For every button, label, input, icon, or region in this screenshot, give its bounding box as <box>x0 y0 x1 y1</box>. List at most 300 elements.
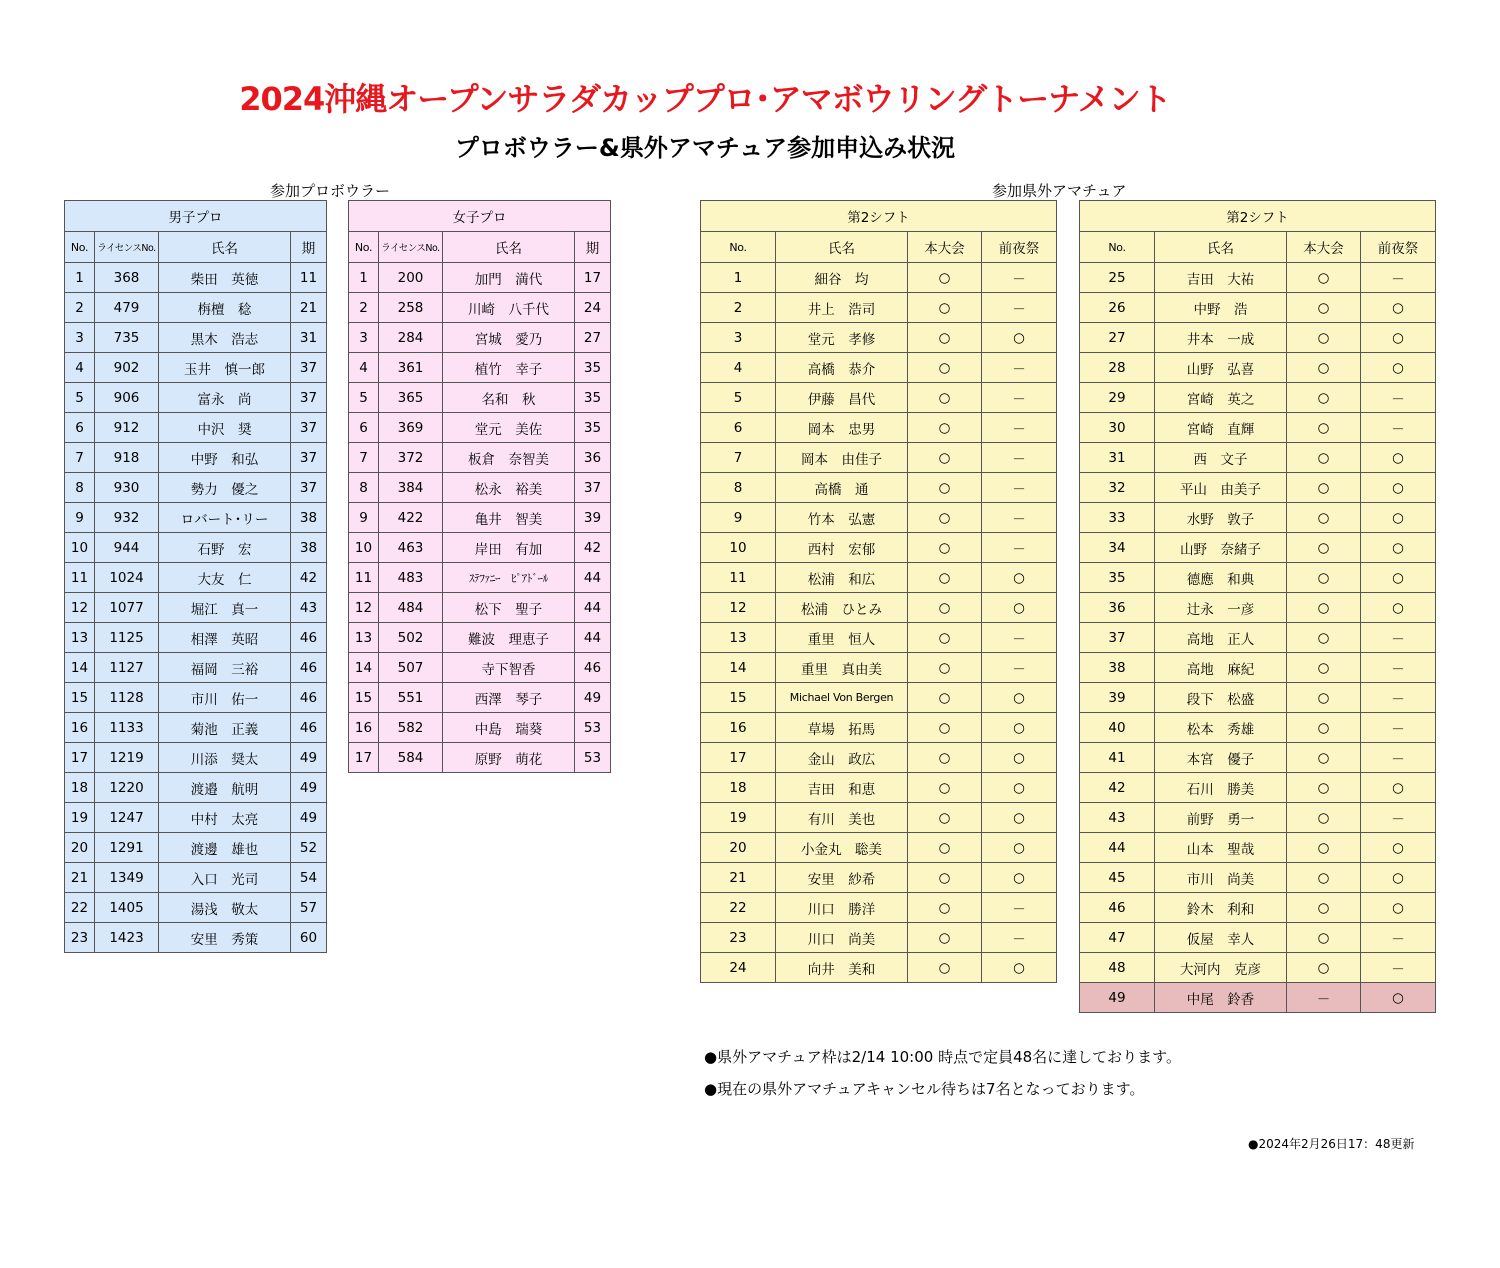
table-cell: 7 <box>701 443 776 473</box>
table-row <box>349 263 611 293</box>
table-row <box>1080 353 1436 383</box>
table-row <box>349 563 611 593</box>
table-cell: 14 <box>349 653 379 683</box>
table-cell: 中島 瑞葵 <box>443 713 575 743</box>
table-cell: 43 <box>1080 803 1155 833</box>
table-cell: 551 <box>379 683 443 713</box>
note-waitlist: ●現在の県外アマチュアキャンセル待ちは7名となっております。 <box>704 1080 1145 1098</box>
table-cell: 49 <box>1080 983 1155 1013</box>
table-cell: 中野 和弘 <box>159 443 291 473</box>
table-cell: ○ <box>1287 713 1361 743</box>
page-subtitle: プロボウラー&県外アマチュア参加申込み状況 <box>454 134 956 162</box>
table-cell: 黒木 浩志 <box>159 323 291 353</box>
table-cell: 16 <box>65 713 95 743</box>
table-cell: 463 <box>379 533 443 563</box>
table-cell: 石川 勝美 <box>1155 773 1287 803</box>
table-cell: 1127 <box>95 653 159 683</box>
table-cell: 13 <box>701 623 776 653</box>
table-cell: 安里 秀策 <box>159 923 291 953</box>
table-cell: 2 <box>349 293 379 323</box>
table-row <box>349 323 611 353</box>
table-cell: 市川 尚美 <box>1155 863 1287 893</box>
table-row <box>349 353 611 383</box>
table-cell: 1405 <box>95 893 159 923</box>
table-cell: 5 <box>65 383 95 413</box>
table-cell: － <box>982 353 1057 383</box>
table-cell: 918 <box>95 443 159 473</box>
table-cell: 20 <box>65 833 95 863</box>
table-cell: ○ <box>908 593 982 623</box>
amateur-table-left <box>700 200 1057 983</box>
table-row <box>701 533 1057 563</box>
table-row <box>701 623 1057 653</box>
table-cell: 吉田 和恵 <box>776 773 908 803</box>
table-cell: 53 <box>575 713 611 743</box>
table-cell: ○ <box>1361 863 1436 893</box>
table-cell: 26 <box>1080 293 1155 323</box>
women-pro-table <box>348 200 611 773</box>
table-cell: 柴田 英徳 <box>159 263 291 293</box>
table-cell: 21 <box>65 863 95 893</box>
table-cell: 422 <box>379 503 443 533</box>
table-cell: ○ <box>1287 593 1361 623</box>
table-row <box>701 893 1057 923</box>
table-cell: 37 <box>1080 623 1155 653</box>
table-cell: Michael Von Bergen <box>776 683 908 713</box>
table-cell: ○ <box>1287 803 1361 833</box>
table-cell: 28 <box>1080 353 1155 383</box>
table-cell: 伊藤 昌代 <box>776 383 908 413</box>
table-cell: 金山 政広 <box>776 743 908 773</box>
table-cell: 582 <box>379 713 443 743</box>
table-row <box>701 383 1057 413</box>
table-cell: 483 <box>379 563 443 593</box>
table-cell: ○ <box>1361 293 1436 323</box>
table-cell: 25 <box>1080 263 1155 293</box>
table-cell: 植竹 幸子 <box>443 353 575 383</box>
table-cell: ○ <box>982 953 1057 983</box>
table-row <box>65 773 327 803</box>
table-cell: ○ <box>1287 503 1361 533</box>
table-cell: 福岡 三裕 <box>159 653 291 683</box>
table-cell: － <box>1361 623 1436 653</box>
table-cell: 42 <box>1080 773 1155 803</box>
table-cell: 高橋 通 <box>776 473 908 503</box>
table-cell: － <box>1361 653 1436 683</box>
table-cell: ○ <box>908 413 982 443</box>
table-cell: － <box>1287 983 1361 1013</box>
table-cell: 岡本 由佳子 <box>776 443 908 473</box>
table-cell: 37 <box>575 473 611 503</box>
table-cell: 8 <box>65 473 95 503</box>
table-cell: 中村 太亮 <box>159 803 291 833</box>
table-cell: 宮城 愛乃 <box>443 323 575 353</box>
table-cell: 高地 麻紀 <box>1155 653 1287 683</box>
women-pro-caption: 女子プロ <box>349 201 611 232</box>
table-cell: 18 <box>701 773 776 803</box>
table-cell: 1 <box>701 263 776 293</box>
table-cell: 岸田 有加 <box>443 533 575 563</box>
table-cell: 27 <box>1080 323 1155 353</box>
table-cell: ○ <box>1287 683 1361 713</box>
table-cell: 15 <box>701 683 776 713</box>
amateur-table-right <box>1079 200 1436 1013</box>
table-cell: － <box>982 383 1057 413</box>
table-cell: 川口 勝洋 <box>776 893 908 923</box>
table-cell: 3 <box>65 323 95 353</box>
table-cell: － <box>1361 953 1436 983</box>
table-cell: 35 <box>575 383 611 413</box>
table-cell: 山野 弘喜 <box>1155 353 1287 383</box>
table-cell: ○ <box>1361 893 1436 923</box>
table-row <box>701 413 1057 443</box>
table-cell: 42 <box>291 563 327 593</box>
table-cell: 德應 和典 <box>1155 563 1287 593</box>
table-cell: 46 <box>291 683 327 713</box>
table-row <box>1080 443 1436 473</box>
table-cell: 松浦 ひとみ <box>776 593 908 623</box>
table-cell: 944 <box>95 533 159 563</box>
table-cell: 亀井 智美 <box>443 503 575 533</box>
table-cell: 54 <box>291 863 327 893</box>
table-row <box>349 473 611 503</box>
table-cell: 湯浅 敬太 <box>159 893 291 923</box>
table-cell: 1291 <box>95 833 159 863</box>
table-cell: 2 <box>65 293 95 323</box>
col-name: 氏名 <box>443 232 575 263</box>
col-main-event: 本大会 <box>908 232 982 263</box>
table-cell: 44 <box>575 593 611 623</box>
table-cell: 西村 宏郁 <box>776 533 908 563</box>
table-row <box>1080 563 1436 593</box>
table-cell: 3 <box>349 323 379 353</box>
table-cell: 44 <box>575 563 611 593</box>
table-cell: ○ <box>1287 383 1361 413</box>
table-cell: － <box>1361 263 1436 293</box>
col-eve-party: 前夜祭 <box>1361 232 1436 263</box>
table-row <box>701 323 1057 353</box>
table-cell: 18 <box>65 773 95 803</box>
table-cell: 368 <box>95 263 159 293</box>
table-row <box>1080 263 1436 293</box>
table-cell: ○ <box>1361 473 1436 503</box>
table-cell: 17 <box>65 743 95 773</box>
table-cell: 4 <box>349 353 379 383</box>
table-cell: 川口 尚美 <box>776 923 908 953</box>
table-row <box>1080 923 1436 953</box>
table-row <box>701 833 1057 863</box>
table-cell: 43 <box>291 593 327 623</box>
table-cell: 市川 佑一 <box>159 683 291 713</box>
table-cell: 堂元 美佐 <box>443 413 575 443</box>
table-cell: ○ <box>1287 893 1361 923</box>
table-row <box>349 683 611 713</box>
table-cell: ○ <box>1361 323 1436 353</box>
updated-timestamp: ●2024年2月26日17：48更新 <box>1248 1137 1415 1151</box>
table-cell: 365 <box>379 383 443 413</box>
table-row <box>349 293 611 323</box>
note-capacity: ●県外アマチュア枠は2/14 10:00 時点で定員48名に達しております。 <box>704 1048 1181 1066</box>
table-cell: 井本 一成 <box>1155 323 1287 353</box>
table-cell: ○ <box>1287 743 1361 773</box>
table-row <box>349 533 611 563</box>
table-cell: 15 <box>349 683 379 713</box>
table-cell: 1423 <box>95 923 159 953</box>
table-cell: 484 <box>379 593 443 623</box>
table-cell: 47 <box>1080 923 1155 953</box>
table-cell: 岡本 忠男 <box>776 413 908 443</box>
table-cell: 22 <box>701 893 776 923</box>
table-cell: 前野 勇一 <box>1155 803 1287 833</box>
table-cell: 19 <box>701 803 776 833</box>
table-cell: 寺下智香 <box>443 653 575 683</box>
table-cell: 辻永 一彦 <box>1155 593 1287 623</box>
col-term: 期 <box>291 232 327 263</box>
table-cell: 重里 恒人 <box>776 623 908 653</box>
table-cell: ○ <box>1361 353 1436 383</box>
table-row <box>65 503 327 533</box>
table-cell: 36 <box>575 443 611 473</box>
table-row <box>1080 983 1436 1013</box>
table-row <box>65 533 327 563</box>
table-cell: 15 <box>65 683 95 713</box>
table-cell: ○ <box>908 743 982 773</box>
table-cell: 大友 仁 <box>159 563 291 593</box>
table-cell: ○ <box>908 563 982 593</box>
table-cell: 13 <box>349 623 379 653</box>
table-cell: 名和 秋 <box>443 383 575 413</box>
col-no: No. <box>349 232 379 263</box>
table-cell: 502 <box>379 623 443 653</box>
table-row <box>65 893 327 923</box>
table-cell: 37 <box>291 473 327 503</box>
table-cell: ○ <box>1287 323 1361 353</box>
table-cell: 1128 <box>95 683 159 713</box>
table-cell: 384 <box>379 473 443 503</box>
table-cell: 1 <box>349 263 379 293</box>
table-cell: － <box>1361 383 1436 413</box>
table-cell: ○ <box>1287 353 1361 383</box>
table-row <box>1080 833 1436 863</box>
table-cell: 高地 正人 <box>1155 623 1287 653</box>
table-cell: 相澤 英昭 <box>159 623 291 653</box>
table-cell: 284 <box>379 323 443 353</box>
table-cell: － <box>982 653 1057 683</box>
table-cell: ○ <box>1361 443 1436 473</box>
col-no: No. <box>65 232 95 263</box>
table-cell: 細谷 均 <box>776 263 908 293</box>
table-row <box>1080 623 1436 653</box>
table-row <box>65 413 327 443</box>
table-row <box>349 653 611 683</box>
table-cell: 大河内 克彦 <box>1155 953 1287 983</box>
table-cell: 山野 奈緒子 <box>1155 533 1287 563</box>
table-cell: ｽﾃﾌｧﾆｰ ﾋﾟｱﾄﾞｰﾙ <box>443 563 575 593</box>
table-cell: 1 <box>65 263 95 293</box>
table-cell: 渡邊 雄也 <box>159 833 291 863</box>
table-cell: 渡邉 航明 <box>159 773 291 803</box>
table-cell: 井上 浩司 <box>776 293 908 323</box>
table-cell: 玉井 慎一郎 <box>159 353 291 383</box>
table-cell: － <box>1361 743 1436 773</box>
table-cell: 372 <box>379 443 443 473</box>
table-cell: ○ <box>982 713 1057 743</box>
table-row <box>349 443 611 473</box>
table-cell: ロバート･リー <box>159 503 291 533</box>
table-cell: 37 <box>291 413 327 443</box>
table-cell: 37 <box>291 353 327 383</box>
amateur-section-label: 参加県外アマチュア <box>992 182 1127 200</box>
table-row <box>349 623 611 653</box>
table-cell: 草場 拓馬 <box>776 713 908 743</box>
table-cell: 44 <box>1080 833 1155 863</box>
table-cell: ○ <box>1287 773 1361 803</box>
table-cell: 10 <box>65 533 95 563</box>
table-cell: 258 <box>379 293 443 323</box>
table-cell: 12 <box>349 593 379 623</box>
table-cell: 1247 <box>95 803 159 833</box>
table-row <box>65 563 327 593</box>
table-cell: 41 <box>1080 743 1155 773</box>
table-cell: － <box>982 263 1057 293</box>
table-cell: 9 <box>65 503 95 533</box>
table-cell: 21 <box>291 293 327 323</box>
table-cell: 13 <box>65 623 95 653</box>
table-row <box>65 653 327 683</box>
table-cell: 932 <box>95 503 159 533</box>
table-cell: 32 <box>1080 473 1155 503</box>
table-cell: 23 <box>701 923 776 953</box>
table-cell: 1349 <box>95 863 159 893</box>
table-cell: 栴檀 稔 <box>159 293 291 323</box>
table-row <box>349 413 611 443</box>
table-row <box>701 713 1057 743</box>
table-cell: ○ <box>982 743 1057 773</box>
table-cell: － <box>982 503 1057 533</box>
table-row <box>701 653 1057 683</box>
table-row <box>65 323 327 353</box>
table-cell: 安里 紗希 <box>776 863 908 893</box>
table-row <box>65 473 327 503</box>
table-cell: 200 <box>379 263 443 293</box>
table-cell: 松浦 和広 <box>776 563 908 593</box>
table-cell: 16 <box>349 713 379 743</box>
table-row <box>1080 653 1436 683</box>
men-pro-caption: 男子プロ <box>65 201 327 232</box>
table-cell: ○ <box>908 503 982 533</box>
table-cell: ○ <box>1287 263 1361 293</box>
table-cell: 川添 奨太 <box>159 743 291 773</box>
table-cell: 小金丸 聡美 <box>776 833 908 863</box>
table-cell: － <box>1361 413 1436 443</box>
table-cell: 46 <box>575 653 611 683</box>
table-cell: 松本 秀雄 <box>1155 713 1287 743</box>
table-cell: 12 <box>65 593 95 623</box>
table-cell: ○ <box>982 803 1057 833</box>
table-cell: － <box>982 443 1057 473</box>
table-cell: 735 <box>95 323 159 353</box>
table-cell: ○ <box>908 473 982 503</box>
table-cell: 9 <box>701 503 776 533</box>
table-cell: ○ <box>982 593 1057 623</box>
table-cell: 33 <box>1080 503 1155 533</box>
table-cell: 46 <box>291 623 327 653</box>
table-cell: － <box>982 413 1057 443</box>
table-cell: 富永 尚 <box>159 383 291 413</box>
table-cell: 44 <box>575 623 611 653</box>
table-cell: 31 <box>291 323 327 353</box>
col-name: 氏名 <box>776 232 908 263</box>
table-cell: 48 <box>1080 953 1155 983</box>
table-cell: 石野 宏 <box>159 533 291 563</box>
table-cell: 38 <box>1080 653 1155 683</box>
amateur-right-caption: 第2シフト <box>1080 201 1436 232</box>
col-main-event: 本大会 <box>1287 232 1361 263</box>
table-row <box>701 503 1057 533</box>
table-cell: 16 <box>701 713 776 743</box>
table-cell: 45 <box>1080 863 1155 893</box>
table-cell: 27 <box>575 323 611 353</box>
table-cell: 912 <box>95 413 159 443</box>
col-no: No. <box>701 232 776 263</box>
table-cell: － <box>1361 713 1436 743</box>
table-cell: ○ <box>982 833 1057 863</box>
table-cell: ○ <box>908 623 982 653</box>
table-cell: 369 <box>379 413 443 443</box>
col-license: ライセンスNo. <box>379 232 443 263</box>
table-cell: 勢力 優之 <box>159 473 291 503</box>
men-pro-table <box>64 200 327 953</box>
table-cell: ○ <box>908 863 982 893</box>
table-cell: ○ <box>908 773 982 803</box>
table-cell: 3 <box>701 323 776 353</box>
table-cell: ○ <box>1287 863 1361 893</box>
table-row <box>1080 323 1436 353</box>
table-cell: 仮屋 幸人 <box>1155 923 1287 953</box>
table-row <box>65 623 327 653</box>
table-cell: 鈴木 利和 <box>1155 893 1287 923</box>
table-cell: 本宮 優子 <box>1155 743 1287 773</box>
table-row <box>701 743 1057 773</box>
table-cell: ○ <box>1361 983 1436 1013</box>
table-row <box>701 773 1057 803</box>
col-eve-party: 前夜祭 <box>982 232 1057 263</box>
table-cell: 西澤 琴子 <box>443 683 575 713</box>
table-cell: 10 <box>701 533 776 563</box>
table-cell: 17 <box>349 743 379 773</box>
table-cell: 49 <box>291 803 327 833</box>
table-cell: 10 <box>349 533 379 563</box>
table-row <box>1080 383 1436 413</box>
table-cell: 30 <box>1080 413 1155 443</box>
table-cell: 宮崎 直輝 <box>1155 413 1287 443</box>
table-cell: ○ <box>908 833 982 863</box>
table-cell: － <box>982 473 1057 503</box>
table-row <box>701 683 1057 713</box>
table-cell: － <box>1361 683 1436 713</box>
table-cell: 507 <box>379 653 443 683</box>
table-cell: 加門 満代 <box>443 263 575 293</box>
table-cell: ○ <box>1287 653 1361 683</box>
table-cell: ○ <box>1287 833 1361 863</box>
table-cell: ○ <box>1287 413 1361 443</box>
table-cell: 重里 真由美 <box>776 653 908 683</box>
table-cell: 5 <box>349 383 379 413</box>
table-cell: 水野 敦子 <box>1155 503 1287 533</box>
col-name: 氏名 <box>1155 232 1287 263</box>
table-cell: 36 <box>1080 593 1155 623</box>
table-cell: 42 <box>575 533 611 563</box>
